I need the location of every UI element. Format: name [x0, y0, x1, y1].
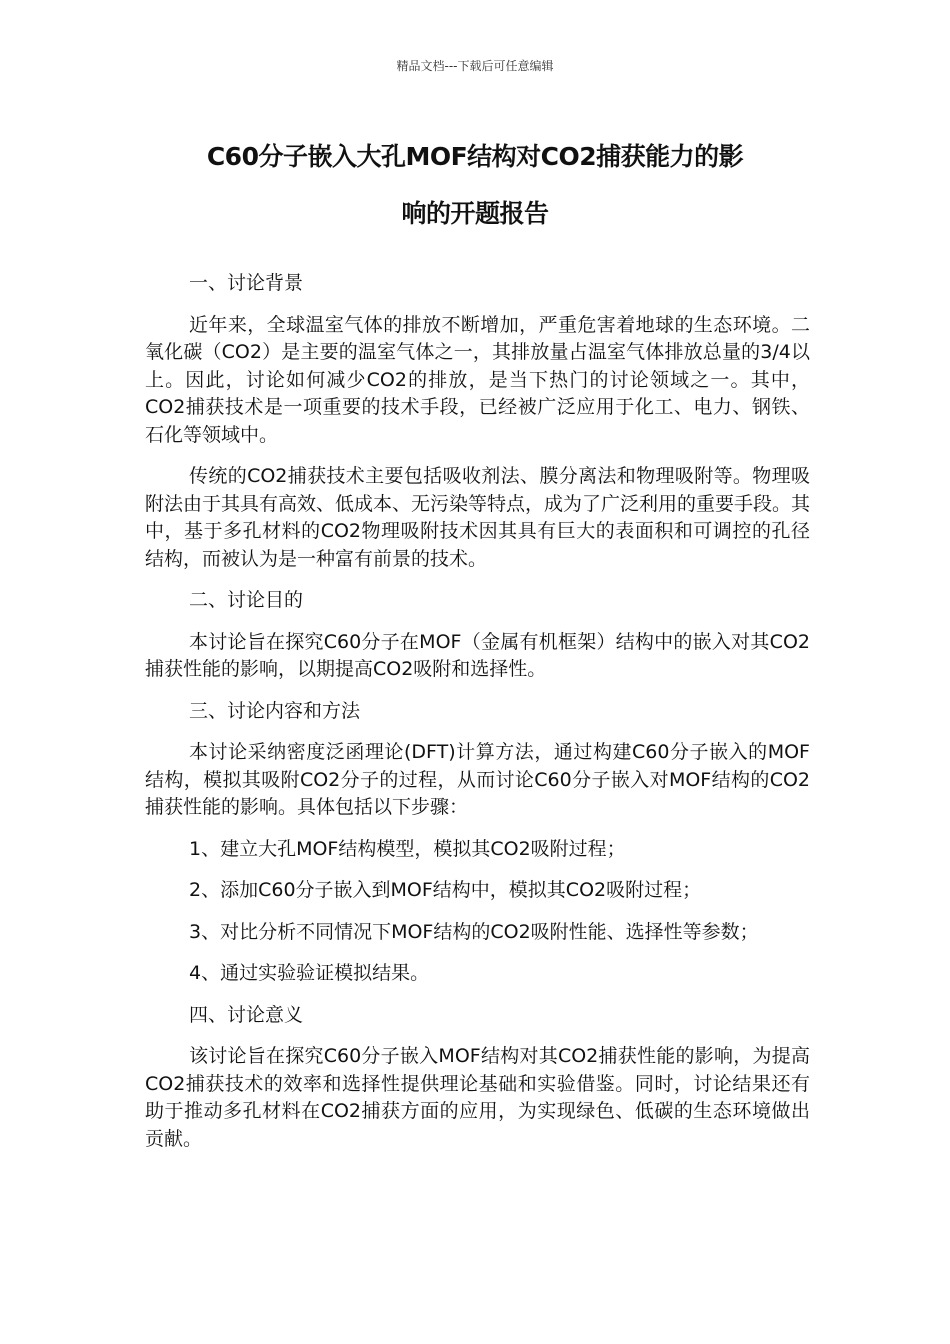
title-line-2: 响的开题报告 [401, 199, 549, 228]
title-line-1: C60分子嵌入大孔MOF结构对CO2捕获能力的影 [206, 142, 744, 171]
method-step-2: 2、添加C60分子嵌入到MOF结构中，模拟其CO2吸附过程； [189, 879, 702, 901]
method-step-3: 3、对比分析不同情况下MOF结构的CO2吸附性能、选择性等参数； [189, 920, 759, 943]
section-heading-purpose: 二、讨论目的 [189, 589, 304, 611]
section-heading-significance: 四、讨论意义 [189, 1003, 304, 1026]
section-heading-background: 一、讨论背景 [189, 272, 304, 294]
document-body [145, 270, 810, 1167]
method-step-4: 4、通过实验验证模拟结果。 [189, 962, 430, 984]
method-step-1: 1、建立大孔MOF结构模型，模拟其CO2吸附过程； [189, 837, 626, 860]
paragraph-background-2: 传统的CO2捕获技术主要包括吸收剂法、膜分离法和物理吸附等。物理吸附法由于其具有高效、低成本、无污染等特点，成为了广泛利用的重要手段。其中，基于多孔材料的CO2物理吸附技术因其具有巨大的表面积和可调控的孔径结构，而被认为是一种富有前景的技术。 [145, 465, 811, 570]
document-title [130, 128, 820, 242]
paragraph-purpose: 本讨论旨在探究C60分子在MOF（金属有机框架）结构中的嵌入对其CO2捕获性能的影响，以期提高CO2吸附和选择性。 [145, 630, 810, 680]
header-note: 精品文档---下载后可任意编辑 [396, 59, 554, 73]
paragraph-methods: 本讨论采纳密度泛函理论(DFT)计算方法，通过构建C60分子嵌入的MOF结构，模拟其吸附CO2分子的过程，从而讨论C60分子嵌入对MOF结构的CO2捕获性能的影响。具体包括以下步骤： [145, 741, 810, 818]
paragraph-background-1: 近年来，全球温室气体的排放不断增加，严重危害着地球的生态环境。二氧化碳（CO2）是主要的温室气体之一，其排放量占温室气体排放总量的3/4以上。因此，讨论如何减少CO2的排放，是当下热门的讨论领域之一。其中，CO2捕获技术是一项重要的技术手段，已经被广泛应用于化工、电力、钢铁、石化等领域中。 [145, 313, 810, 446]
paragraph-significance: 该讨论旨在探究C60分子嵌入MOF结构对其CO2捕获性能的影响，为提高CO2捕获技术的效率和选择性提供理论基础和实验借鉴。同时，讨论结果还有助于推动多孔材料在CO2捕获方面的应用，为实现绿色、低碳的生态环境做出贡献。 [145, 1045, 810, 1150]
section-heading-methods: 三、讨论内容和方法 [189, 699, 361, 722]
